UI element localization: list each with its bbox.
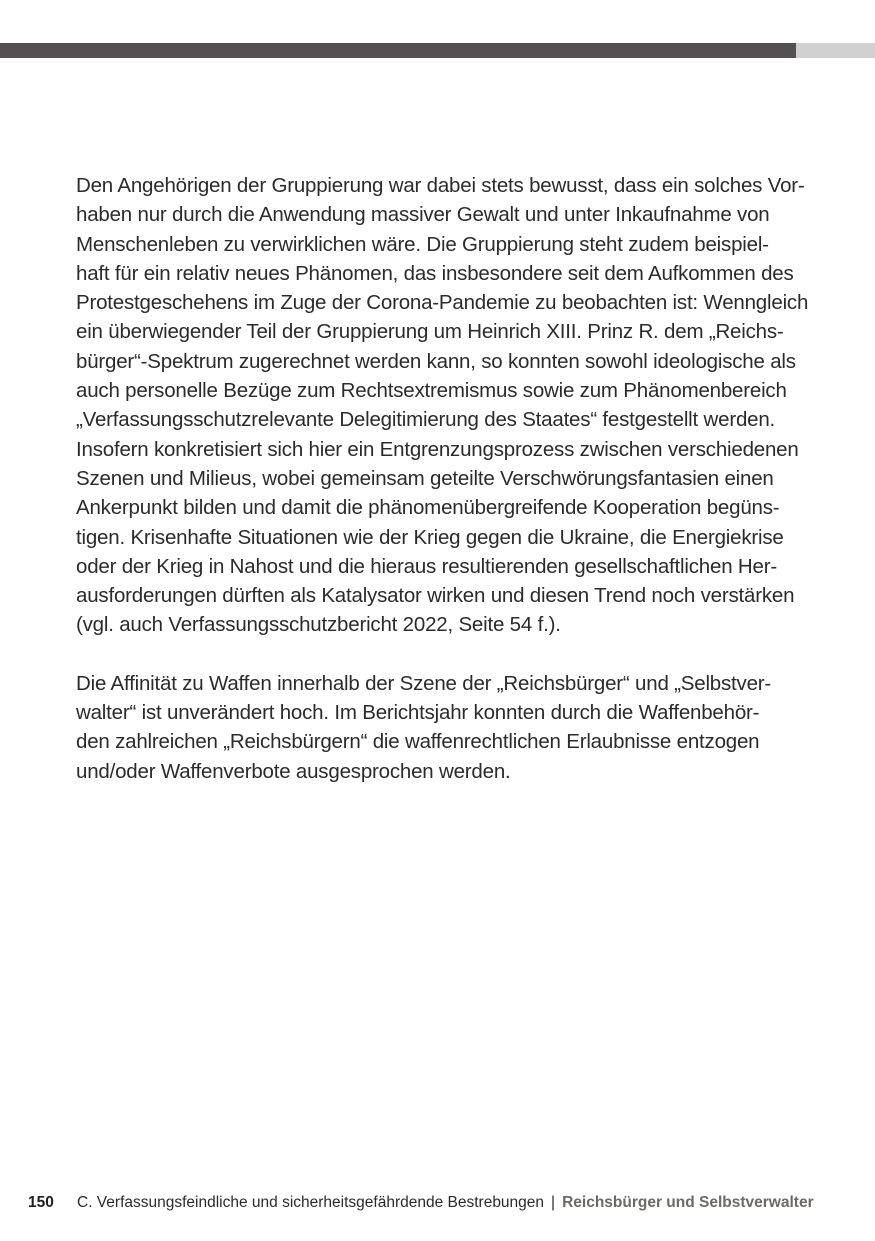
page-footer	[0, 1192, 875, 1214]
footer-running-title	[77, 1192, 814, 1214]
paragraph-1: Den Angehörigen der Gruppierung war dabei stets bewusst, dass ein solches Vor- haben nur durch die Anwendung massiver Gewalt und unter Inkaufnahme von Menschenleben zu verwirklichen wäre. Die Gruppierung steht zudem beispiel- haft für ein relativ neues Phänomen, das insbesondere seit dem Aufkommen des Protestgeschehens im Zuge der Corona-Pandemie zu beobachten ist: Wenngleich ein überwiegender Teil der Gruppierung um Heinrich XIII. Prinz R. dem „Reichs- bürger“-Spektrum zugerechnet werden kann, so konnten sowohl ideologische als auch personelle Bezüge zum Rechtsextremismus sowie zum Phänomenbereich „Verfassungsschutzrelevante Delegitimierung des Staates“ festgestellt werden. Insofern konkretisiert sich hier ein Entgrenzungsprozess zwischen verschiedenen Szenen und Milieus, wobei gemeinsam geteilte Verschwörungsfantasien einen Ankerpunkt bilden und damit die phänomenübergreifende Kooperation begüns- tigen. Krisenhafte Situationen wie der Krieg gegen die Ukraine, die Energiekrise oder der Krieg in Nahost und die hieraus resultierenden gesellschaftlichen Her- ausforderungen dürften als Katalysator wirken und diesen Trend noch verstärken (vgl. auch Verfassungsschutzbericht 2022, Seite 54 f.).	[76, 174, 809, 637]
footer-section-title: C. Verfassungsfeindliche und sicherheitsgefährdende Bestrebungen	[77, 1194, 545, 1211]
top-decorative-band	[0, 43, 875, 58]
body-text-block	[76, 171, 816, 815]
band-dark-segment	[0, 43, 796, 58]
footer-separator: |	[551, 1194, 556, 1211]
band-light-segment	[796, 43, 875, 58]
paragraph-2: Die Affinität zu Waffen innerhalb der Szene der „Reichsbürger“ und „Selbstver- walter“ ist unverändert hoch. Im Berichtsjahr konnten durch die Waffenbehör- den zahlreichen „Reichsbürgern“ die waffenrechtlichen Erlaubnisse entzogen und/oder Waffenverbote ausgesprochen werden.	[76, 671, 772, 783]
page-number: 150	[28, 1194, 54, 1211]
footer-subsection-title: Reichsbürger und Selbstverwalter	[562, 1194, 814, 1211]
